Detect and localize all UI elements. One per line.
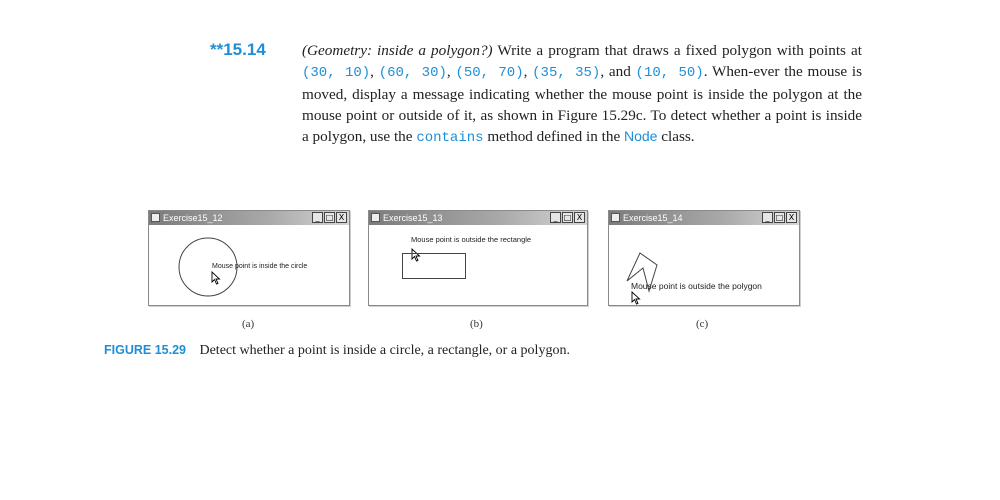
window-title: Exercise15_12: [163, 213, 223, 223]
point-2: (60, 30): [378, 65, 447, 81]
contains-keyword: contains: [416, 130, 484, 146]
exercise-text-part3: method defined in the: [487, 128, 621, 145]
maximize-button[interactable]: □: [775, 213, 784, 222]
window-app-icon: [151, 213, 160, 222]
window-title: Exercise15_14: [623, 213, 683, 223]
status-message: Mouse point is outside the polygon: [631, 281, 762, 291]
window-canvas: [149, 225, 349, 305]
point-5: (10, 50): [635, 65, 704, 81]
status-message: Mouse point is inside the circle: [212, 263, 308, 270]
window-app-icon: [371, 213, 380, 222]
point-1: (30, 10): [302, 65, 371, 81]
point-3: (50, 70): [455, 65, 524, 81]
close-button[interactable]: X: [786, 212, 797, 223]
titlebar: [369, 211, 587, 225]
minimize-button[interactable]: _: [762, 212, 773, 223]
status-message: Mouse point is outside the rectangle: [411, 235, 532, 244]
minimize-button[interactable]: _: [312, 212, 323, 223]
point-4: (35, 35): [532, 65, 601, 81]
exercise-text: (Geometry: inside a polygon?) Write a program that draws a fixed polygon with points at (30, 10), (60, 30), (50, 70), (35, 35), and (10, 50). When-ever the mouse is moved, display a message indicating whether the mouse point is inside the polygon at the mouse point or outside of it, as shown in Figure 15.29c. To detect whether a point is inside a polygon, use the contains method defined in the Node class.: [302, 42, 863, 146]
maximize-button[interactable]: □: [325, 213, 334, 222]
exercise-text-end: class.: [661, 128, 695, 145]
exercise-text-part1: Write a program that draws a fixed polygon with points at: [497, 42, 862, 59]
mouse-pointer-icon: [631, 291, 641, 305]
close-button[interactable]: X: [336, 212, 347, 223]
mouse-pointer-icon: [411, 248, 421, 262]
sublabel-c: (c): [696, 318, 709, 330]
titlebar: [149, 211, 349, 225]
window-exercise15-12: [148, 210, 350, 306]
figure-caption: [104, 343, 570, 359]
figure-label: FIGURE 15.29: [104, 343, 186, 357]
exercise-title: (Geometry: inside a polygon?): [302, 42, 493, 59]
node-class-keyword: Node: [623, 128, 658, 144]
window-canvas: [609, 225, 799, 305]
sublabel-a: (a): [242, 318, 255, 330]
window-app-icon: [611, 213, 620, 222]
exercise-number: **15.14: [210, 40, 266, 59]
window-exercise15-13: [368, 210, 588, 306]
window-canvas: [369, 225, 587, 305]
maximize-button[interactable]: □: [563, 213, 572, 222]
minimize-button[interactable]: _: [550, 212, 561, 223]
sublabel-b: (b): [470, 318, 483, 330]
figure-caption-text: Detect whether a point is inside a circle, a rectangle, or a polygon.: [199, 343, 570, 358]
exercise-text-part2: When-ever the mouse is moved, display a message indicating whether the mouse point is inside the polygon at the mouse point or outside of it, as shown in Figure 15.29c. To detect whether a point is inside a polygon, use the: [302, 63, 863, 145]
close-button[interactable]: X: [574, 212, 585, 223]
window-exercise15-14: [608, 210, 800, 306]
titlebar: [609, 211, 799, 225]
mouse-pointer-icon: [211, 271, 221, 285]
window-title: Exercise15_13: [383, 213, 443, 223]
